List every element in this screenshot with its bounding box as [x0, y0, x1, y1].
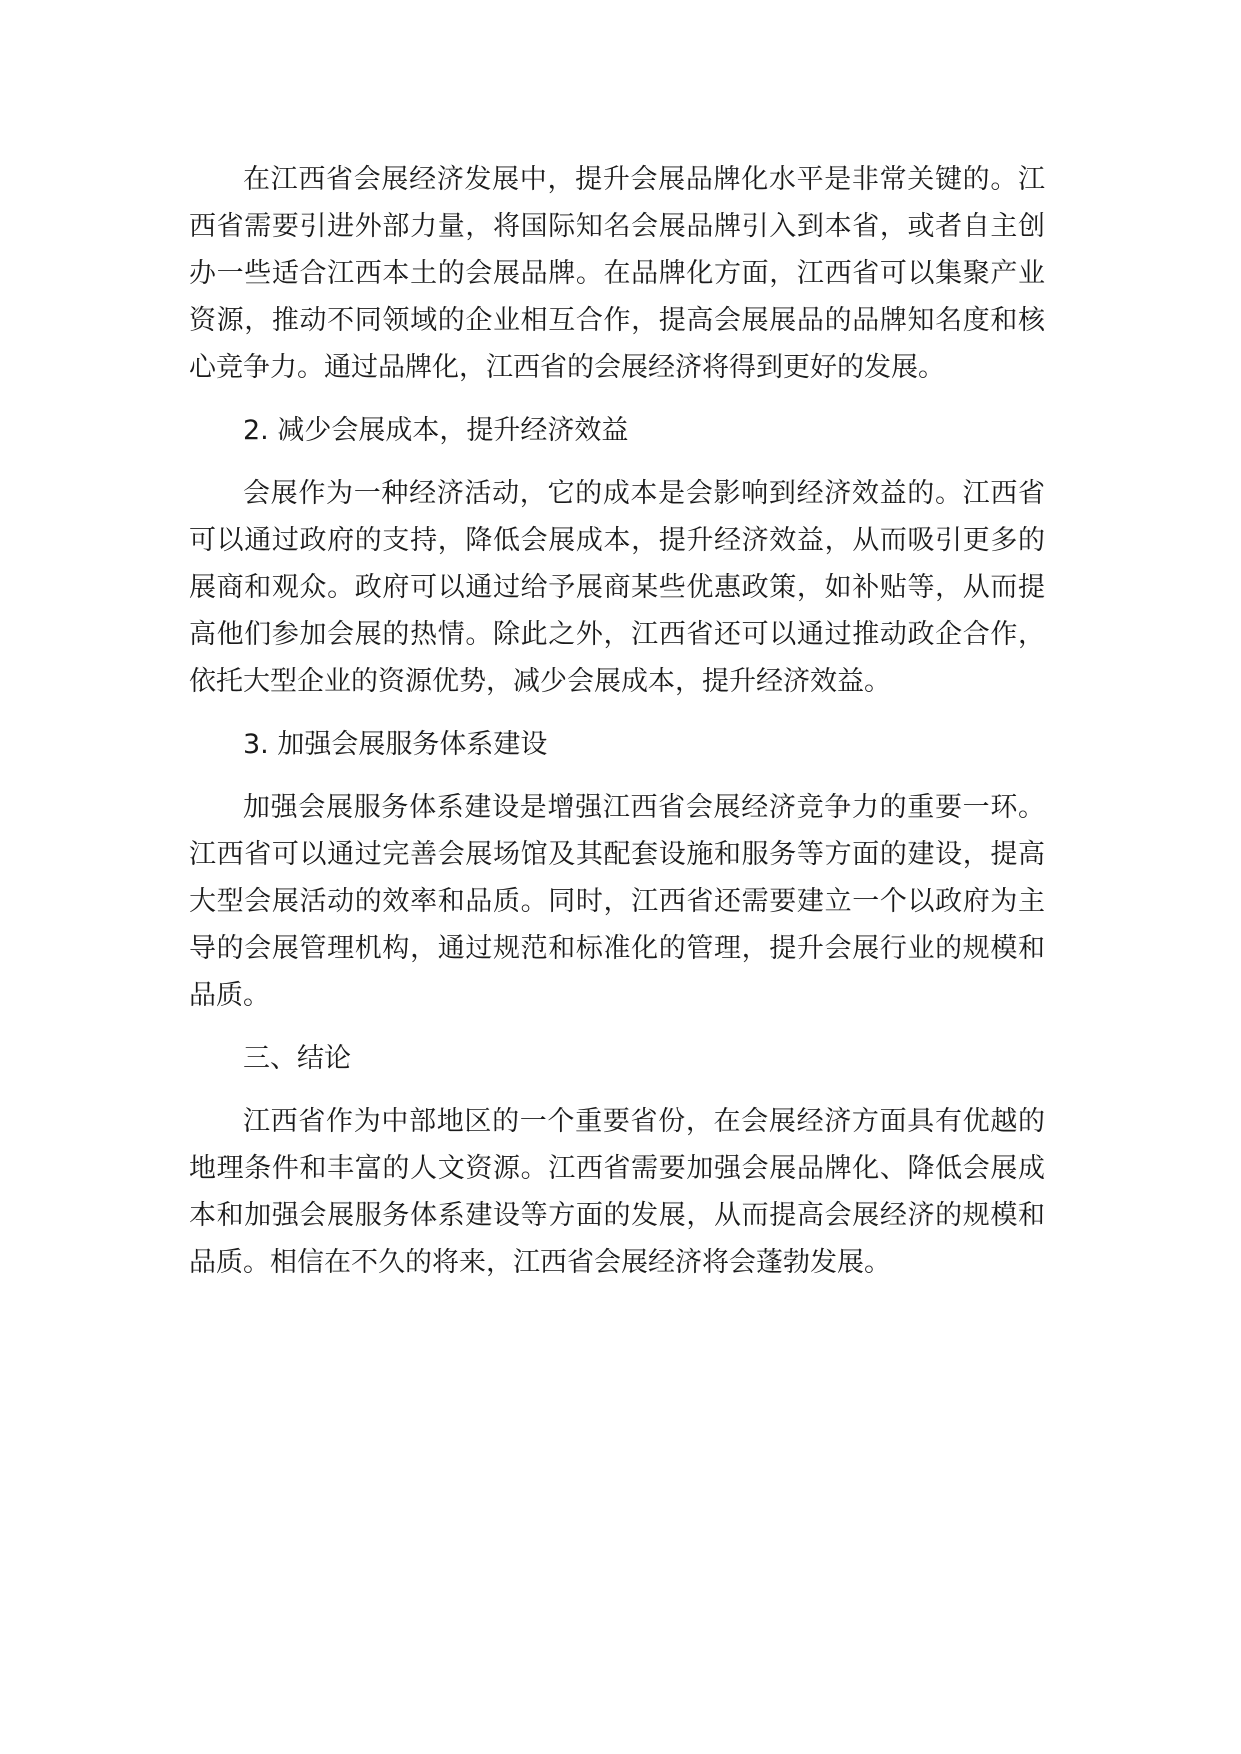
paragraph-reduce-cost: 会展作为一种经济活动，它的成本是会影响到经济效益的。江西省可以通过政府的支持，降低会展成本，提升经济效益，从而吸引更多的展商和观众。政府可以通过给予展商某些优惠政策，如补贴等，从而提高他们参加会展的热情。除此之外，江西省还可以通过推动政企合作，依托大型企业的资源优势，减少会展成本，提升经济效益。 [189, 478, 1045, 697]
heading-service-system: 3. 加强会展服务体系建设 [243, 729, 548, 760]
heading-conclusion: 三、结论 [243, 1043, 351, 1074]
document-page [189, 156, 1045, 1302]
paragraph-conclusion: 江西省作为中部地区的一个重要省份，在会展经济方面具有优越的地理条件和丰富的人文资源。江西省需要加强会展品牌化、降低会展成本和加强会展服务体系建设等方面的发展，从而提高会展经济的规模和品质。相信在不久的将来，江西省会展经济将会蓬勃发展。 [189, 1106, 1045, 1278]
paragraph-service-system: 加强会展服务体系建设是增强江西省会展经济竞争力的重要一环。江西省可以通过完善会展场馆及其配套设施和服务等方面的建设，提高大型会展活动的效率和品质。同时，江西省还需要建立一个以政府为主导的会展管理机构，通过规范和标准化的管理，提升会展行业的规模和品质。 [189, 792, 1045, 1011]
heading-reduce-cost: 2. 减少会展成本，提升经济效益 [243, 415, 629, 446]
paragraph-branding: 在江西省会展经济发展中，提升会展品牌化水平是非常关键的。江西省需要引进外部力量，将国际知名会展品牌引入到本省，或者自主创办一些适合江西本土的会展品牌。在品牌化方面，江西省可以集聚产业资源，推动不同领域的企业相互合作，提高会展展品的品牌知名度和核心竞争力。通过品牌化，江西省的会展经济将得到更好的发展。 [189, 164, 1045, 383]
